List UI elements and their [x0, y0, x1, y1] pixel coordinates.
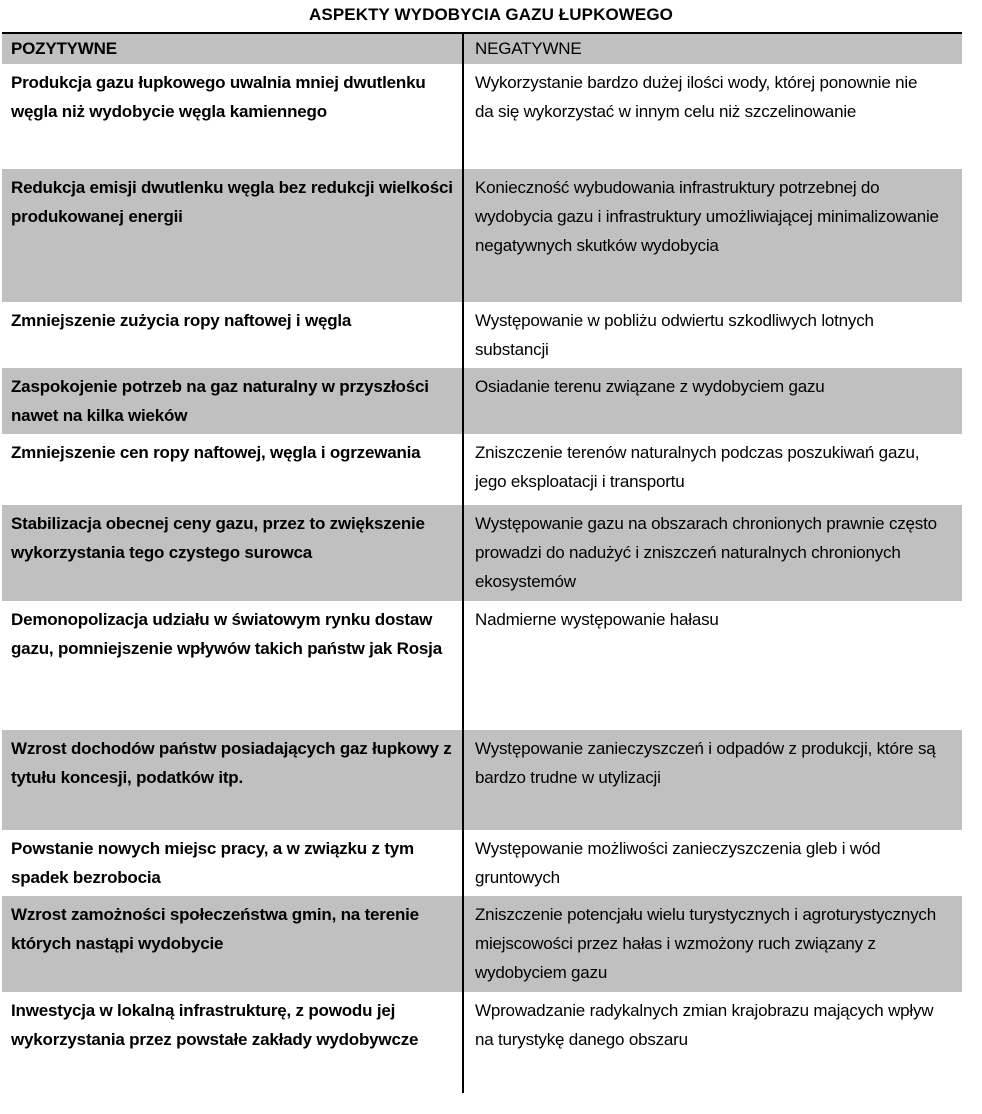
- negative-cell: Wprowadzanie radykalnych zmian krajobrazu mających wpływ na turystykę danego obszaru: [462, 992, 962, 1093]
- negative-cell: Nadmierne występowanie hałasu: [462, 601, 962, 730]
- positive-cell: Produkcja gazu łupkowego uwalnia mniej dwutlenku węgla niż wydobycie węgla kamiennego: [11, 73, 426, 121]
- positive-cell: Zmniejszenie cen ropy naftowej, węgla i ogrzewania: [11, 443, 421, 462]
- negative-cell: Wykorzystanie bardzo dużej ilości wody, której ponownie nie da się wykorzystać w innym celu niż szczelinowanie: [462, 64, 962, 169]
- positive-cell: Stabilizacja obecnej ceny gazu, przez to zwiększenie wykorzystania tego czystego surowca: [11, 514, 425, 562]
- positive-cell: Powstanie nowych miejsc pracy, a w związku z tym spadek bezrobocia: [11, 839, 414, 887]
- positive-cell: Redukcja emisji dwutlenku węgla bez redukcji wielkości produkowanej energii: [11, 178, 453, 226]
- negative-cell: Konieczność wybudowania infrastruktury potrzebnej do wydobycia gazu i infrastruktury umożliwiającej minimalizowanie negatywnych skutków wydobycia: [462, 169, 962, 302]
- positive-cell: Zmniejszenie zużycia ropy naftowej i węgla: [11, 311, 352, 330]
- negative-cell: Osiadanie terenu związane z wydobyciem gazu: [462, 368, 962, 434]
- table-row: [2, 830, 962, 896]
- negative-cell: Zniszczenie potencjału wielu turystycznych i agroturystycznych miejscowości przez hałas i wzmożony ruch związany z wydobyciem gazu: [462, 896, 962, 992]
- table-row: [2, 302, 962, 368]
- positive-cell: Demonopolizacja udziału w światowym rynku dostaw gazu, pomniejszenie wpływów takich państw jak Rosja: [11, 610, 442, 658]
- table-row: [2, 434, 962, 505]
- negative-cell: Występowanie możliwości zanieczyszczenia gleb i wód gruntowych: [462, 830, 962, 896]
- table-row: [2, 169, 962, 302]
- positive-cell: Wzrost zamożności społeczeństwa gmin, na terenie których nastąpi wydobycie: [11, 905, 419, 953]
- negative-cell: Występowanie zanieczyszczeń i odpadów z produkcji, które są bardzo trudne w utylizacji: [462, 730, 962, 830]
- negative-cell: Występowanie gazu na obszarach chronionych prawnie często prowadzi do nadużyć i zniszczeń naturalnych chronionych ekosystemów: [462, 505, 962, 601]
- aspects-table: [2, 32, 962, 1093]
- positive-cell: Wzrost dochodów państw posiadających gaz łupkowy z tytułu koncesji, podatków itp.: [11, 739, 452, 787]
- table-row: [2, 505, 962, 601]
- negative-cell: Zniszczenie terenów naturalnych podczas poszukiwań gazu, jego eksploatacji i transportu: [462, 434, 962, 505]
- table-row: [2, 896, 962, 992]
- table-row: [2, 64, 962, 169]
- table-row: [2, 992, 962, 1093]
- negative-cell: Występowanie w pobliżu odwiertu szkodliwych lotnych substancji: [462, 302, 962, 368]
- table-row: [2, 730, 962, 830]
- table-row: [2, 601, 962, 730]
- table-row: [2, 368, 962, 434]
- positive-cell: Zaspokojenie potrzeb na gaz naturalny w przyszłości nawet na kilka wieków: [11, 377, 429, 425]
- positive-cell: Inwestycja w lokalną infrastrukturę, z powodu jej wykorzystania przez powstałe zakłady wydobywcze: [11, 1001, 419, 1049]
- header-positive: POZYTYWNE: [11, 39, 117, 58]
- header-negative: NEGATYWNE: [462, 34, 962, 64]
- page-title: ASPEKTY WYDOBYCIA GAZU ŁUPKOWEGO: [309, 5, 673, 24]
- header-row: [2, 34, 962, 64]
